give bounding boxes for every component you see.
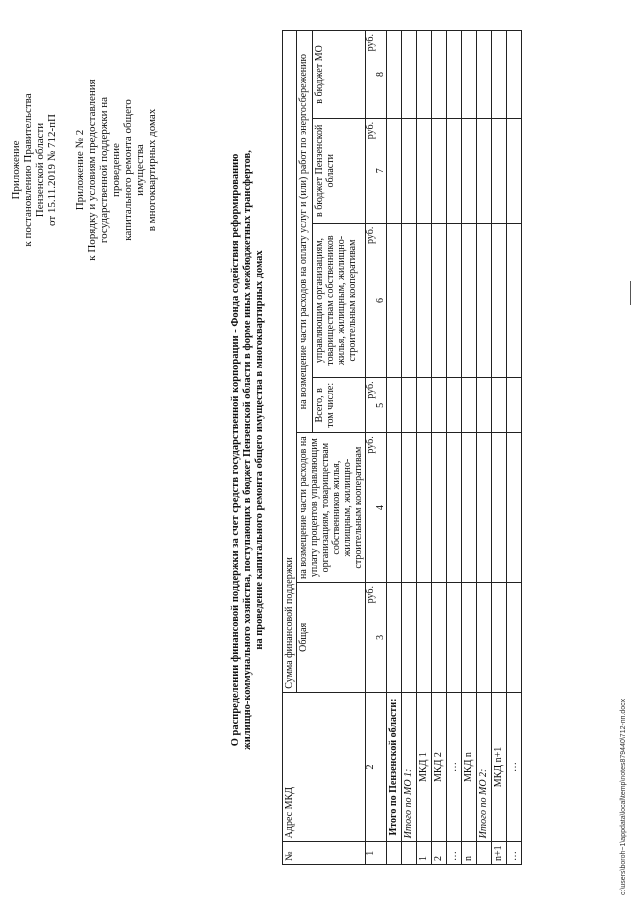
header-all: Всего, в том числе: — [312, 378, 365, 433]
row-value-cell — [417, 433, 432, 583]
table-row — [387, 31, 402, 865]
row-value-cell — [417, 378, 432, 433]
column-number — [366, 582, 387, 692]
row-address: Итого по Пензенской области: — [387, 692, 402, 842]
header-sum: Сумма финансовой поддержки — [283, 31, 297, 693]
row-value-cell — [447, 118, 462, 223]
column-number: 1 — [366, 842, 387, 865]
row-number — [477, 842, 492, 865]
column-number: 2 — [366, 692, 387, 842]
header-address: Адрес МКД — [283, 692, 366, 842]
row-value-cell — [387, 433, 402, 583]
header-num: № — [283, 842, 366, 865]
distribution-table — [282, 30, 522, 865]
table-row — [447, 31, 462, 865]
approval-line: капитального ремонта общего имущества — [122, 99, 146, 241]
row-value-cell — [432, 433, 447, 583]
row-number — [387, 842, 402, 865]
column-number-value: 5 — [375, 402, 386, 408]
row-value-cell — [387, 31, 402, 119]
row-number: 1 — [417, 842, 432, 865]
row-number — [402, 842, 417, 865]
row-value-cell — [447, 582, 462, 692]
table-row — [417, 31, 432, 865]
footer-file-path: c:\users\boroh~1\appdata\local\temp\notes879440\712-пп.docx — [620, 698, 627, 895]
row-value-cell — [477, 433, 492, 583]
row-address: … — [447, 692, 462, 842]
table-row — [432, 31, 447, 865]
row-value-cell — [432, 582, 447, 692]
row-value-cell — [507, 433, 522, 583]
approval-line: государственной поддержки на проведение — [98, 96, 122, 244]
unit-label: руб. — [365, 226, 376, 244]
row-value-cell — [417, 31, 432, 119]
row-value-cell — [387, 118, 402, 223]
row-address: МКД n+1 — [492, 692, 507, 842]
row-value-cell — [402, 582, 417, 692]
title-line: на проведение капитального ремонта общего имущества в многоквартирных домах — [254, 250, 265, 650]
row-value-cell — [477, 31, 492, 119]
row-value-cell — [387, 378, 402, 433]
header-mo: в бюджет МО — [312, 31, 365, 119]
column-number-value: 8 — [375, 71, 386, 77]
table-row — [477, 31, 492, 865]
column-number — [366, 378, 387, 433]
header-total: Общая — [297, 582, 366, 692]
table-row — [402, 31, 417, 865]
header-services: на возмещение части расходов на оплату услуг и (или) работ по энергосбережению — [297, 31, 313, 433]
unit-label: руб. — [365, 34, 376, 52]
row-value-cell — [402, 223, 417, 378]
unit-label: руб. — [365, 585, 376, 604]
title-line: жилищно-коммунального хозяйства, поступающих в бюджет Пензенской области в форме иных межбюджетных трансфертов, — [242, 150, 253, 750]
row-number: n+1 — [492, 842, 507, 865]
column-number-value: 7 — [375, 168, 386, 174]
row-value-cell — [477, 378, 492, 433]
table-row — [462, 31, 477, 865]
row-value-cell — [402, 31, 417, 119]
row-value-cell — [462, 378, 477, 433]
document-title — [230, 95, 266, 805]
row-value-cell — [402, 433, 417, 583]
unit-label: руб. — [365, 381, 376, 399]
row-value-cell — [462, 582, 477, 692]
row-value-cell — [447, 433, 462, 583]
row-value-cell — [492, 118, 507, 223]
approval-block — [10, 75, 158, 265]
table-row — [507, 31, 522, 865]
row-value-cell — [507, 582, 522, 692]
title-line: О распределении финансовой поддержки за счет средств государственной корпорации - Фонда содействия реформированию — [230, 153, 241, 747]
row-number: … — [447, 842, 462, 865]
approval-line: в многоквартирных домах — [146, 108, 158, 232]
row-value-cell — [492, 582, 507, 692]
row-value-cell — [432, 223, 447, 378]
row-value-cell — [507, 31, 522, 119]
row-address: МКД 1 — [417, 692, 432, 842]
row-value-cell — [387, 582, 402, 692]
row-address: Итого по МО 1: — [402, 692, 417, 842]
row-value-cell — [462, 118, 477, 223]
row-value-cell — [432, 31, 447, 119]
row-value-cell — [447, 223, 462, 378]
approval-line: Приложение — [10, 140, 22, 200]
row-value-cell — [477, 582, 492, 692]
table-body — [387, 31, 522, 865]
row-value-cell — [447, 378, 462, 433]
row-value-cell — [462, 223, 477, 378]
column-number — [366, 433, 387, 583]
column-number-value: 6 — [375, 298, 386, 304]
row-value-cell — [387, 223, 402, 378]
unit-label: руб. — [365, 121, 376, 140]
column-number — [366, 31, 387, 119]
row-address: МКД 2 — [432, 692, 447, 842]
row-value-cell — [492, 223, 507, 378]
row-value-cell — [417, 118, 432, 223]
row-value-cell — [432, 378, 447, 433]
approval-line: к постановлению Правительства — [22, 93, 34, 247]
row-value-cell — [507, 378, 522, 433]
row-value-cell — [417, 582, 432, 692]
row-value-cell — [492, 378, 507, 433]
row-value-cell — [447, 31, 462, 119]
table-row — [492, 31, 507, 865]
row-value-cell — [492, 433, 507, 583]
row-number: 2 — [432, 842, 447, 865]
row-value-cell — [477, 118, 492, 223]
row-value-cell — [477, 223, 492, 378]
row-value-cell — [507, 223, 522, 378]
footer-rule — [630, 281, 631, 305]
header-region: в бюджет Пензенской области — [312, 118, 365, 223]
row-value-cell — [492, 31, 507, 119]
column-number-value: 4 — [375, 505, 386, 511]
unit-label: руб. — [365, 436, 376, 454]
header-interest: на возмещение части расходов на уплату процентов управляющим организациям, товариществам собственников жилья, жилищным, жилищно-строительным кооперативам — [297, 433, 366, 583]
row-value-cell — [462, 433, 477, 583]
column-number — [366, 223, 387, 378]
approval-line: Приложение № 2 — [74, 129, 86, 211]
row-value-cell — [402, 118, 417, 223]
row-value-cell — [417, 223, 432, 378]
row-value-cell — [432, 118, 447, 223]
row-number: … — [507, 842, 522, 865]
column-number — [366, 118, 387, 223]
row-value-cell — [402, 378, 417, 433]
header-org: управляющим организациям, товариществам собственников жилья, жилищным, жилищно-строительным кооперативам — [312, 223, 365, 378]
approval-line: от 15.11.2019 № 712-пП — [46, 114, 58, 226]
row-value-cell — [462, 31, 477, 119]
row-address: МКД n — [462, 692, 477, 842]
row-address: Итого по МО 2: — [477, 692, 492, 842]
approval-line: к Порядку и условиям предоставления — [86, 79, 98, 261]
column-number-value: 3 — [375, 634, 386, 640]
row-value-cell — [507, 118, 522, 223]
row-number: n — [462, 842, 477, 865]
approval-line: Пензенской области — [34, 122, 46, 218]
row-address: … — [507, 692, 522, 842]
